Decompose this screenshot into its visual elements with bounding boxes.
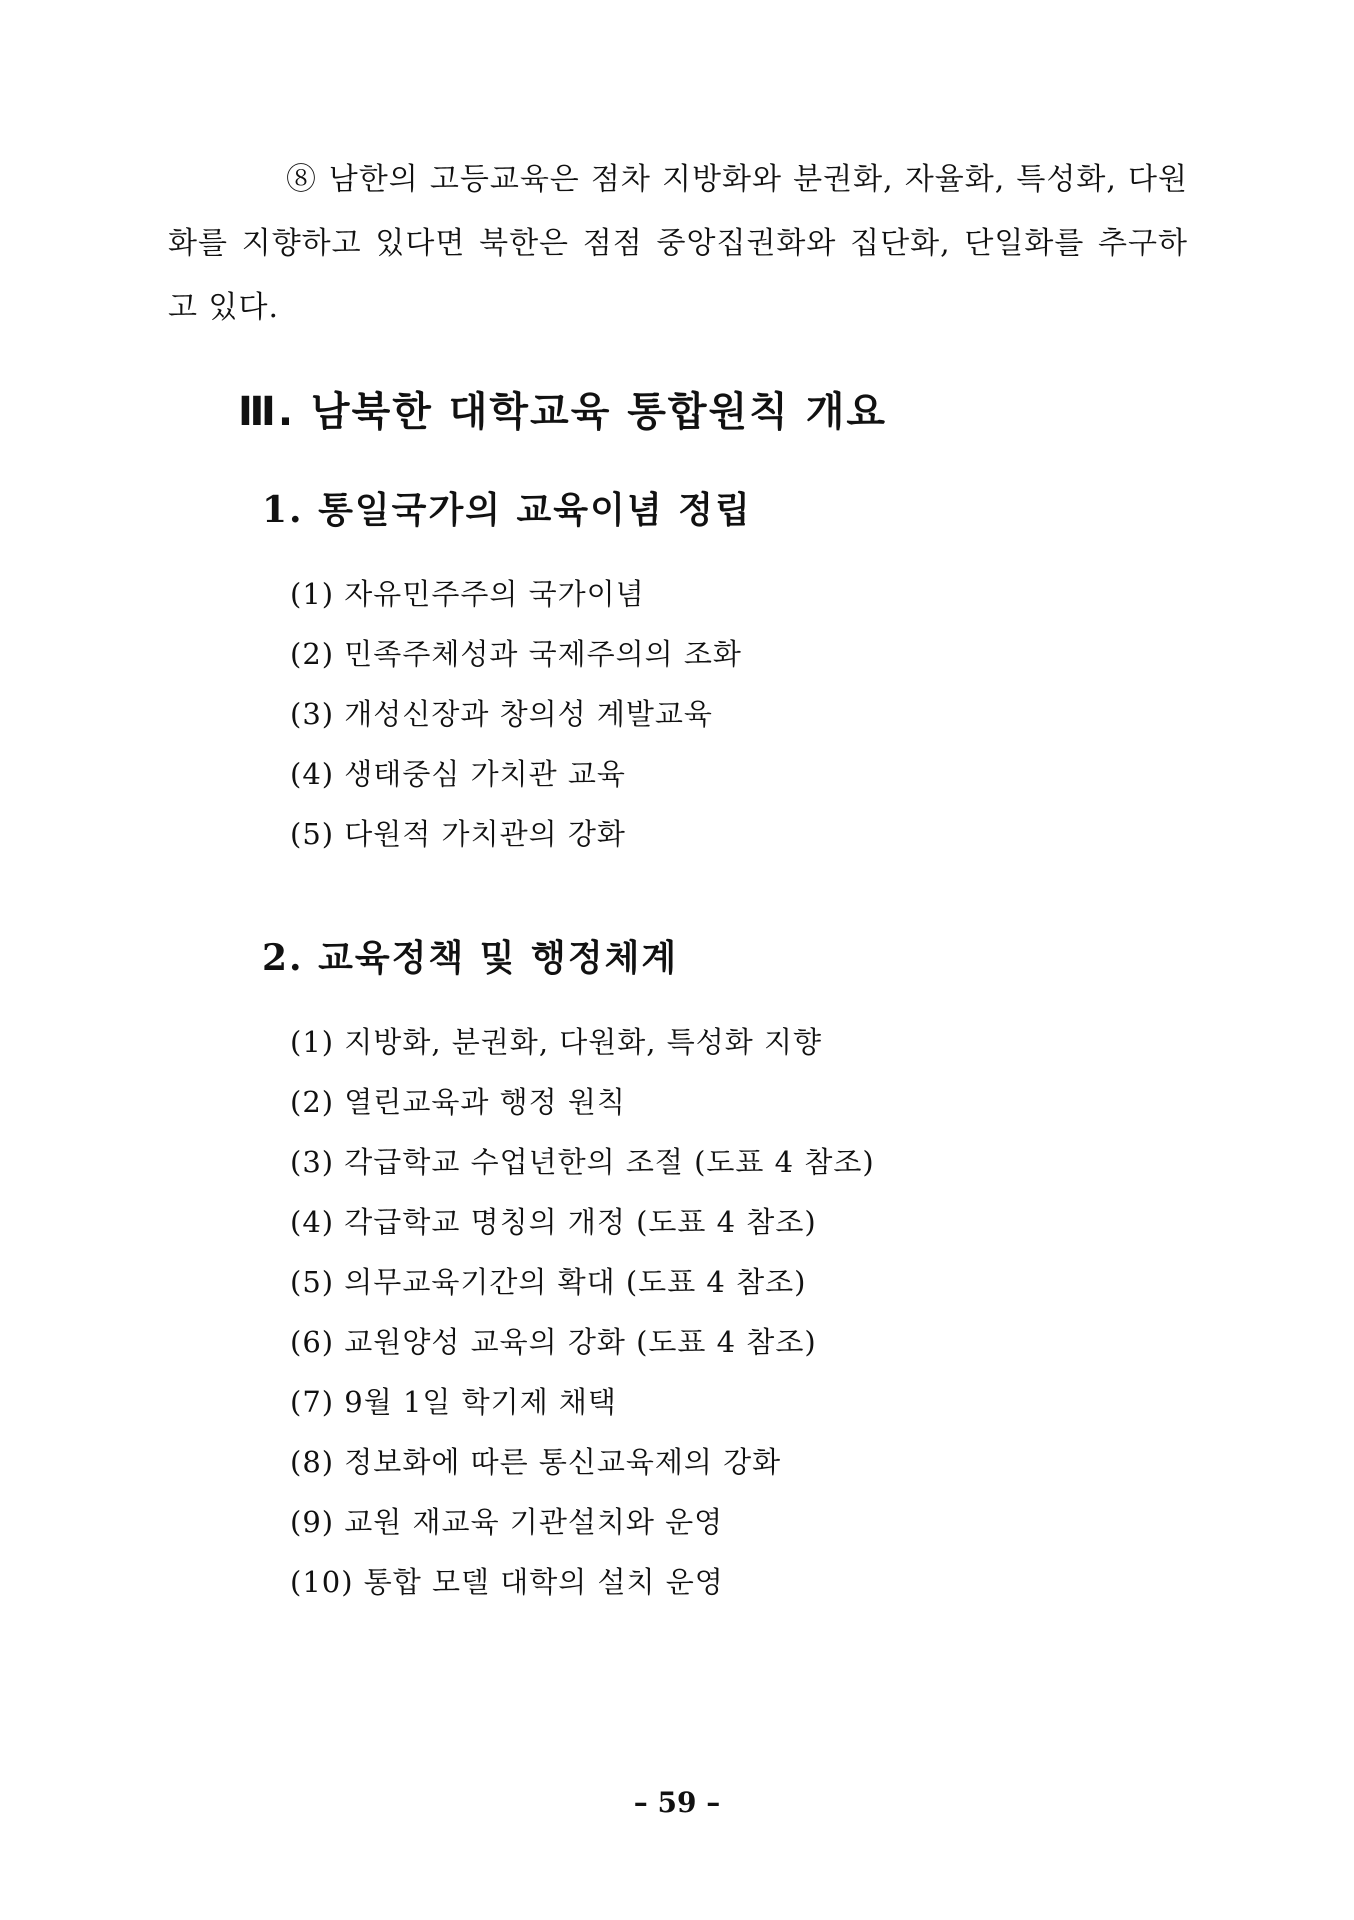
section-1-title: 1. 통일국가의 교육이념 정립 xyxy=(262,489,752,531)
list-item: (1) 지방화, 분권화, 다원화, 특성화 지향 xyxy=(290,1025,823,1059)
list-item: (1) 자유민주주의 국가이념 xyxy=(290,577,645,611)
list-item: (10) 통합 모델 대학의 설치 운영 xyxy=(290,1565,724,1599)
list-item: (4) 생태중심 가치관 교육 xyxy=(290,757,626,791)
page-number: – 59 – xyxy=(633,1786,721,1819)
list-item: (5) 다원적 가치관의 강화 xyxy=(290,817,626,851)
list-item: (2) 열린교육과 행정 원칙 xyxy=(290,1085,626,1119)
intro-text-block xyxy=(168,148,1188,340)
list-item: (3) 개성신장과 창의성 계발교육 xyxy=(290,697,713,731)
section-2-list xyxy=(290,1012,875,1612)
chapter-title: Ⅲ. 남북한 대학교육 통합원칙 개요 xyxy=(238,389,888,435)
list-item: (8) 정보화에 따른 통신교육제의 강화 xyxy=(290,1445,782,1479)
list-item: (9) 교원 재교육 기관설치와 운영 xyxy=(290,1505,724,1539)
intro-paragraph: ⑧ 남한의 고등교육은 점차 지방화와 분권화, 자율화, 특성화, 다원화를 지향하고 있다면 북한은 점점 중앙집권화와 집단화, 단일화를 추구하고 있다. xyxy=(168,162,1188,325)
list-item: (2) 민족주체성과 국제주의의 조화 xyxy=(290,637,742,671)
list-item: (7) 9월 1일 학기제 채택 xyxy=(290,1385,617,1419)
list-item: (6) 교원양성 교육의 강화 (도표 4 참조) xyxy=(290,1325,817,1359)
list-item: (5) 의무교육기간의 확대 (도표 4 참조) xyxy=(290,1265,807,1299)
list-item: (3) 각급학교 수업년한의 조절 (도표 4 참조) xyxy=(290,1145,875,1179)
section-1-list xyxy=(290,564,742,864)
section-2-title: 2. 교육정책 및 행정체계 xyxy=(262,937,679,979)
list-item: (4) 각급학교 명칭의 개정 (도표 4 참조) xyxy=(290,1205,817,1239)
